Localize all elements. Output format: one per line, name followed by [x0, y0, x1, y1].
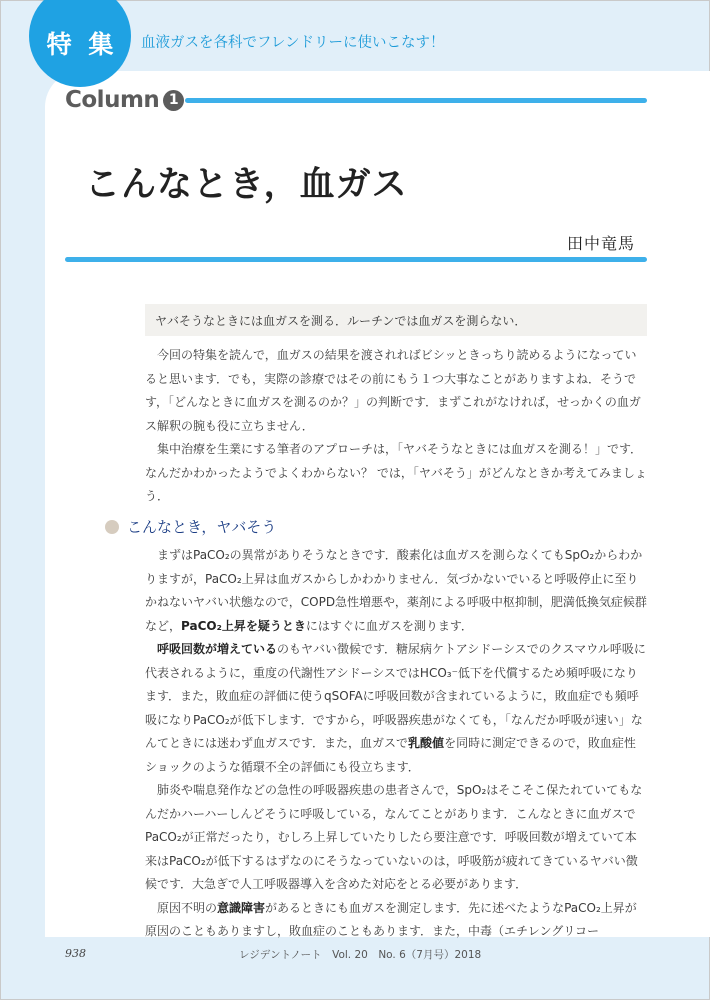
emphasis-respiratory-rate: 呼吸回数が増えている	[157, 642, 278, 656]
section-p2-text-a: のもヤバい徴候です．糖尿病ケトアシドーシスでのクスマウル呼吸に代表されるように，重度の代謝性アシドーシスではHCO₃⁻低下を代償するため頻呼吸になります．また，敗血症の評価に使うqSOFAに呼吸回数が含まれているように，敗血症でも頻呼吸になりPaCO₂が低下します．ですから，呼吸器疾患がなくても，「なんだか呼吸が速い」なんてときには迷わず血ガスです．また，血ガスで	[145, 642, 646, 750]
feature-subtitle: 血液ガスを各科でフレンドリーに使いこなす！	[141, 35, 445, 51]
article-title: こんなとき，血ガス	[85, 165, 408, 205]
section-paragraph-3: 肺炎や喘息発作などの急性の呼吸器疾患の患者さんで，SpO₂はそこそこ保たれていてもなんだかハーハーしんどそうに呼吸している，なんてことがあります．こんなときに血ガスでPaCO₂が正常だったり，むしろ上昇していたりしたら要注意です．呼吸回数が増えていて本来はPaCO₂が低下するはずなのにそうなっていないのは，呼吸筋が疲れてきているヤバい徴候です．大急ぎで人工呼吸器導入を含めた対応をとる必要があります．	[145, 783, 643, 891]
journal-footer: レジデントノート Vol. 20 No. 6（7月号）2018	[239, 949, 482, 961]
section-body	[145, 544, 647, 944]
lead-box: ヤバそうなときには血ガスを測る．ルーチンでは血ガスを測らない．	[145, 304, 647, 336]
section-p4-text-b: があるときにも血ガスを測定します．先に述べたようなPaCO₂上昇が原因のこともありますし，敗血症のこともあります．また，中毒（エチレングリコー	[145, 900, 637, 938]
bullet-dot-icon	[105, 520, 119, 534]
section-paragraph-2	[145, 638, 647, 779]
article-author: 田中竜馬	[567, 234, 636, 253]
section-title: こんなとき，ヤバそう	[127, 518, 277, 536]
column-label-text: Column	[65, 87, 160, 113]
section-paragraph-4	[145, 897, 647, 944]
emphasis-paco2-rise: PaCO₂上昇を疑うとき	[181, 618, 306, 633]
intro-body	[145, 344, 647, 509]
column-label	[65, 87, 184, 113]
intro-paragraph-2: 集中治療を生業にする筆者のアプローチは，「ヤバそうなときには血ガスを測る！」です．なんだかわかったようでよくわからない？ では，「ヤバそう」がどんなときか考えてみましょう．	[145, 442, 647, 503]
emphasis-consciousness: 意識障害	[217, 900, 266, 915]
section-p1-text-a: まずはPaCO₂の異常がありそうなときです．酸素化は血ガスを測らなくてもSpO₂からわかりますが，PaCO₂上昇は血ガスからしかわかりません．気づかないでいると呼吸停止に至りかねないヤバい状態なので，COPD急性増悪や，薬剤による呼吸中枢抑制，肥満低換気症候群など，	[145, 548, 647, 633]
section-p2-text-b: を同時に測定できるので，敗血症性ショックのような循環不全の評価にも役立ちます．	[145, 736, 636, 774]
title-rule	[65, 257, 647, 262]
column-rule	[185, 98, 647, 103]
feature-badge-label: 特 集	[46, 30, 118, 59]
section-heading	[105, 516, 276, 537]
intro-paragraph-1: 今回の特集を読んで，血ガスの結果を渡されればビシッときっちり読めるようになっていると思います．でも，実際の診療ではその前にもう１つ大事なことがありますよね．そうです，「どんなときに血ガスを測るのか？」の判断です．まずこれがなければ，せっかくの血ガス解釈の腕も役に立ちません．	[145, 348, 641, 433]
page-number: 938	[65, 947, 86, 960]
section-p1-text-b: にはすぐに血ガスを測ります．	[305, 618, 473, 633]
section-p4-text-a: 原因不明の	[157, 900, 218, 915]
emphasis-lactate: 乳酸値	[408, 736, 445, 750]
section-paragraph-1	[145, 544, 647, 638]
column-number: 1	[163, 90, 184, 111]
